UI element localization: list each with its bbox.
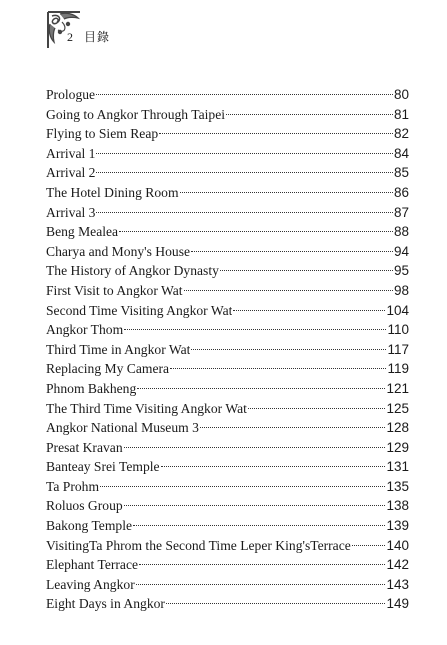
- toc-entry-page: 131: [386, 459, 409, 475]
- toc-entry: [46, 163, 409, 183]
- dot-leader: [139, 564, 385, 565]
- toc-entry-page: 125: [386, 400, 409, 416]
- toc-entry-page: 129: [386, 439, 409, 455]
- dot-leader: [124, 329, 386, 330]
- toc-entry-title: Leaving Angkor: [46, 576, 135, 592]
- dot-leader: [137, 388, 385, 389]
- dot-leader: [166, 603, 386, 604]
- toc-entry-title: Prologue: [46, 87, 96, 102]
- toc-entry-page: 98: [393, 282, 409, 298]
- toc-entry-title: Presat Kravan: [46, 439, 123, 455]
- dot-leader: [220, 270, 393, 271]
- dot-leader: [159, 133, 393, 134]
- toc-entry-title: Roluos Group: [46, 498, 123, 514]
- dot-leader: [233, 310, 385, 311]
- toc-entry-title: Third Time in Angkor Wat: [46, 341, 191, 357]
- dot-leader: [96, 153, 393, 154]
- toc-entry-title: Elephant Terrace: [46, 557, 139, 573]
- toc-entry-title: Bakong Temple: [46, 518, 133, 534]
- dot-leader: [248, 408, 386, 409]
- toc-entry: [46, 144, 409, 164]
- dot-leader: [96, 212, 393, 213]
- toc-entry-page: 84: [393, 145, 409, 161]
- dot-leader: [96, 172, 393, 173]
- dot-leader: [170, 368, 386, 369]
- toc-entry-title: Arrival 1: [46, 145, 96, 161]
- toc-entry: [46, 457, 409, 477]
- toc-entry-title: Going to Angkor Through Taipei: [46, 106, 226, 122]
- toc-entry-title: The Third Time Visiting Angkor Wat: [46, 400, 247, 416]
- toc-entry: [46, 183, 409, 203]
- toc-entry-page: 119: [387, 361, 409, 377]
- toc-entry-title: Angkor Thom: [46, 322, 124, 338]
- toc-entry: [46, 340, 409, 360]
- toc-entry-page: 142: [386, 557, 409, 573]
- toc-entry-title: VisitingTa Phrom the Second Time Leper King'sTerrace: [46, 537, 351, 553]
- toc-entry: [46, 575, 409, 595]
- toc-entry: [46, 399, 409, 419]
- table-of-contents: [46, 85, 409, 614]
- toc-entry-page: 80: [393, 87, 409, 102]
- dot-leader: [180, 192, 393, 193]
- toc-entry-title: Ta Prohm: [46, 478, 100, 494]
- toc-entry-title: Second Time Visiting Angkor Wat: [46, 302, 233, 318]
- toc-entry-page: 121: [386, 380, 409, 396]
- dot-leader: [124, 505, 386, 506]
- dot-leader: [352, 545, 386, 546]
- toc-entry-page: 135: [386, 478, 409, 494]
- dot-leader: [226, 114, 393, 115]
- toc-entry: [46, 222, 409, 242]
- toc-entry-page: 94: [393, 243, 409, 259]
- section-title: 目錄: [84, 30, 111, 44]
- toc-entry-page: 140: [386, 537, 409, 553]
- dot-leader: [191, 349, 386, 350]
- toc-entry: [46, 477, 409, 497]
- toc-entry-page: 149: [386, 596, 409, 612]
- toc-entry: [46, 438, 409, 458]
- dot-leader: [133, 525, 385, 526]
- toc-entry-page: 128: [386, 420, 409, 436]
- toc-entry-title: Arrival 2: [46, 165, 96, 181]
- dot-leader: [124, 447, 386, 448]
- page-number: 2: [67, 30, 74, 44]
- toc-entry-page: 143: [386, 576, 409, 592]
- page-header: [67, 28, 110, 45]
- dot-leader: [136, 584, 386, 585]
- dot-leader: [96, 94, 393, 95]
- toc-entry-page: 81: [393, 106, 409, 122]
- toc-entry-title: Eight Days in Angkor: [46, 596, 165, 612]
- toc-entry-page: 86: [393, 184, 409, 200]
- toc-entry-page: 85: [393, 165, 409, 181]
- toc-entry-title: Phnom Bakheng: [46, 380, 137, 396]
- toc-entry: [46, 516, 409, 536]
- toc-entry-title: Banteay Srei Temple: [46, 459, 160, 475]
- toc-entry: [46, 301, 409, 321]
- toc-entry-page: 104: [386, 302, 409, 318]
- dot-leader: [184, 290, 393, 291]
- toc-entry-page: 82: [393, 126, 409, 142]
- dot-leader: [100, 486, 385, 487]
- toc-entry-title: Charya and Mony's House: [46, 243, 191, 259]
- toc-entry-page: 110: [387, 322, 409, 338]
- toc-entry: [46, 418, 409, 438]
- toc-entry-page: 138: [386, 498, 409, 514]
- toc-entry: [46, 242, 409, 262]
- toc-entry: [46, 261, 409, 281]
- toc-entry-title: Angkor National Museum 3: [46, 420, 199, 436]
- toc-entry-page: 87: [393, 204, 409, 220]
- dot-leader: [161, 466, 386, 467]
- toc-entry: [46, 536, 409, 556]
- dot-leader: [119, 231, 393, 232]
- toc-entry-page: 139: [386, 518, 409, 534]
- toc-entry-page: 117: [387, 341, 409, 357]
- toc-entry: [46, 594, 409, 614]
- toc-entry-title: Beng Mealea: [46, 224, 119, 240]
- toc-entry: [46, 555, 409, 575]
- toc-entry: [46, 124, 409, 144]
- toc-entry: [46, 379, 409, 399]
- toc-entry-page: 88: [393, 224, 409, 240]
- toc-entry: [46, 281, 409, 301]
- toc-entry-title: Replacing My Camera: [46, 361, 170, 377]
- toc-entry: [46, 359, 409, 379]
- toc-entry-title: Arrival 3: [46, 204, 96, 220]
- toc-entry-title: First Visit to Angkor Wat: [46, 282, 183, 298]
- toc-entry-page: 95: [393, 263, 409, 279]
- toc-entry: [46, 320, 409, 340]
- toc-entry: [46, 203, 409, 223]
- toc-entry: [46, 105, 409, 125]
- dot-leader: [200, 427, 386, 428]
- toc-entry-title: The History of Angkor Dynasty: [46, 263, 219, 279]
- toc-entry: [46, 496, 409, 516]
- toc-entry-title: The Hotel Dining Room: [46, 184, 179, 200]
- toc-entry: [46, 85, 409, 105]
- dot-leader: [191, 251, 393, 252]
- toc-entry-title: Flying to Siem Reap: [46, 126, 159, 142]
